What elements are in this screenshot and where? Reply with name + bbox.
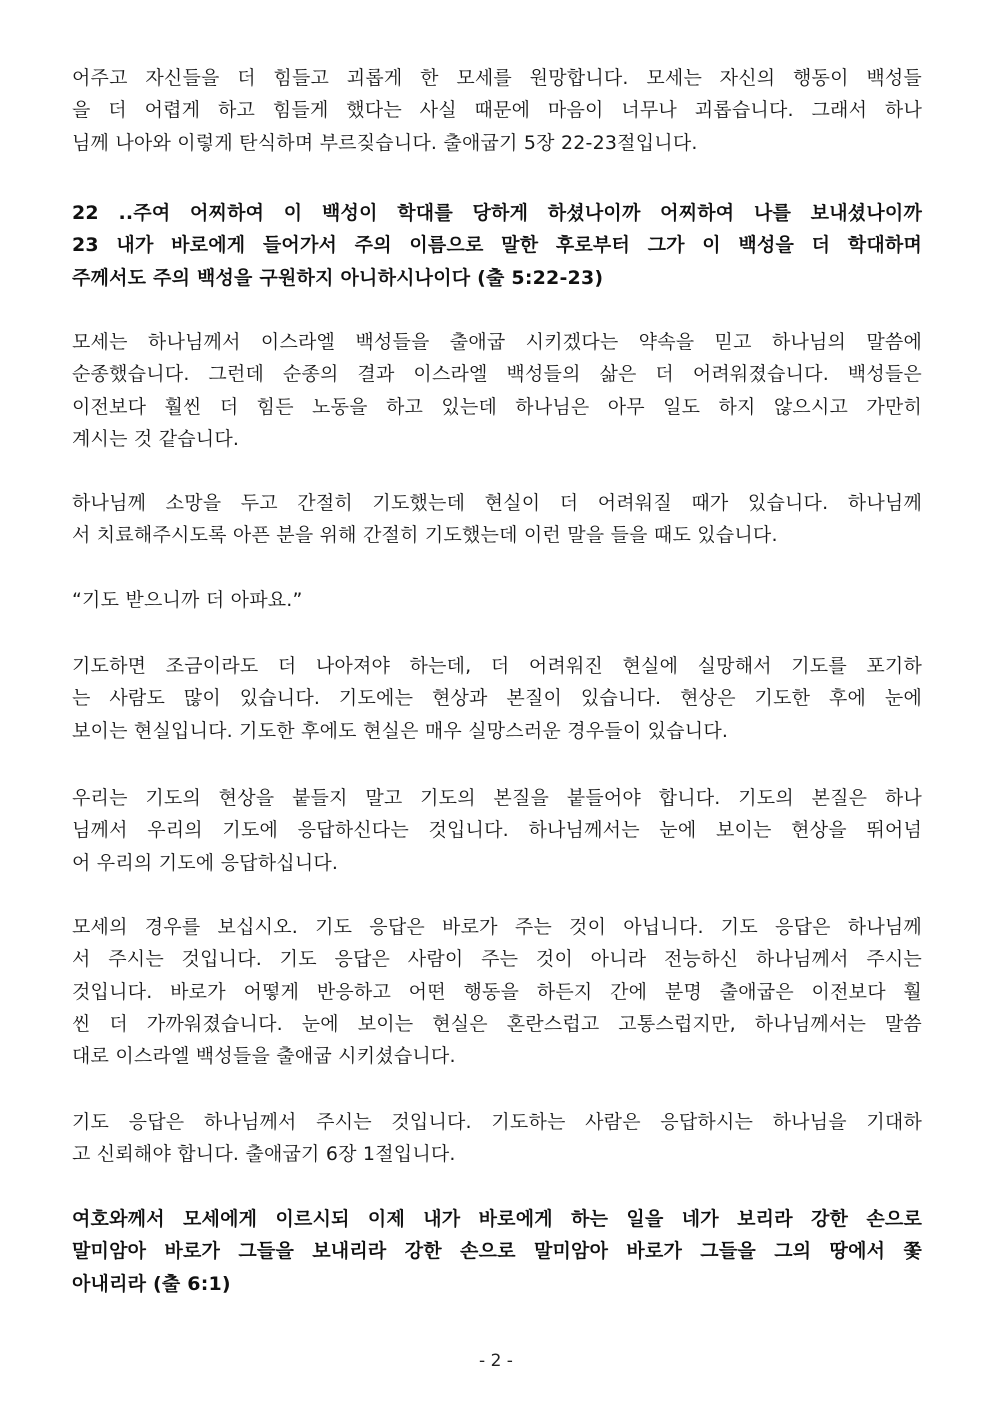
- text-line: 을 더 어렵게 하고 힘들게 했다는 사실 때문에 마음이 너무나 괴롭습니다. 그래서 하나: [72, 99, 922, 122]
- text-line: 우리는 기도의 현상을 붙들지 말고 기도의 본질을 붙들어야 합니다. 기도의 본질은 하나: [72, 787, 922, 809]
- text-line: 서 주시는 것입니다. 기도 응답은 사람이 주는 것이 아니라 전능하신 하나님께서 주시는: [72, 948, 922, 971]
- scripture-quote-exodus-6: [72, 1203, 922, 1300]
- scripture-line: 말미암아 바로가 그들을 보내리라 강한 손으로 말미암아 바로가 그들을 그의 땅에서 쫓: [72, 1240, 922, 1263]
- text-line: 기도하면 조금이라도 더 나아져야 하는데, 더 어려워진 현실에 실망해서 기도를 포기하: [72, 655, 922, 677]
- text-line: 모세는 하나님께서 이스라엘 백성들을 출애굽 시키겠다는 약속을 믿고 하나님의 말씀에: [72, 331, 922, 353]
- page-number: - 2 -: [479, 1351, 513, 1371]
- text-line: 계시는 것 같습니다.: [72, 427, 240, 450]
- text-line: 고 신뢰해야 합니다. 출애굽기 6장 1절입니다.: [72, 1143, 456, 1166]
- paragraph-phenomenon-essence: [72, 650, 922, 747]
- paragraph-quote-hurts-more: [72, 584, 922, 616]
- scripture-line: 23 내가 바로에게 들어가서 주의 이름으로 말한 후로부터 그가 이 백성을 더 학대하며: [72, 234, 922, 257]
- scripture-line: 주께서도 주의 백성을 구원하지 아니하시나이다 (출 5:22-23): [72, 266, 604, 289]
- text-line: 모세의 경우를 보십시오. 기도 응답은 바로가 주는 것이 아닙니다. 기도 응답은 하나님께: [72, 916, 922, 938]
- paragraph-moses-case: [72, 911, 922, 1072]
- paragraph-obedience-result: [72, 326, 922, 455]
- text-line: 씬 더 가까워졌습니다. 눈에 보이는 현실은 혼란스럽고 고통스럽지만, 하나님께서는 말씀: [72, 1012, 922, 1035]
- text-line: 하나님께 소망을 두고 간절히 기도했는데 현실이 더 어려워질 때가 있습니다. 하나님께: [72, 492, 922, 514]
- text-line: 대로 이스라엘 백성들을 출애굽 시키셨습니다.: [72, 1045, 456, 1068]
- scripture-line: 아내리라 (출 6:1): [72, 1272, 231, 1295]
- text-line: 보이는 현실입니다. 기도한 후에도 현실은 매우 실망스러운 경우들이 있습니다.: [72, 719, 729, 742]
- text-line: 는 사람도 많이 있습니다. 기도에는 현상과 본질이 있습니다. 현상은 기도한 후에 눈에: [72, 687, 922, 710]
- text-line: “기도 받으니까 더 아파요.”: [72, 589, 303, 611]
- scripture-line: 22 ..주여 어찌하여 이 백성이 학대를 당하게 하셨나이까 어찌하여 나를 보내셨나이까: [72, 202, 922, 224]
- text-line: 기도 응답은 하나님께서 주시는 것입니다. 기도하는 사람은 응답하시는 하나님을 기대하: [72, 1111, 922, 1133]
- paragraph-answer-from-god: [72, 1106, 922, 1171]
- text-line: 님께 나아와 이렇게 탄식하며 부르짖습니다. 출애굽기 5장 22-23절입니다.: [72, 131, 698, 154]
- paragraph-prayer-harder: [72, 487, 922, 552]
- scripture-line: 여호와께서 모세에게 이르시되 이제 내가 바로에게 하는 일을 네가 보리라 강한 손으로: [72, 1208, 922, 1230]
- text-line: 어 우리의 기도에 응답하십니다.: [72, 851, 339, 874]
- text-line: 님께서 우리의 기도에 응답하신다는 것입니다. 하나님께서는 눈에 보이는 현상을 뛰어넘: [72, 819, 922, 842]
- text-line: 어주고 자신들을 더 힘들고 괴롭게 한 모세를 원망합니다. 모세는 자신의 행동이 백성들: [72, 67, 922, 89]
- text-line: 서 치료해주시도록 아픈 분을 위해 간절히 기도했는데 이런 말을 들을 때도 있습니다.: [72, 524, 778, 547]
- paragraph-hold-essence: [72, 782, 922, 879]
- text-line: 것입니다. 바로가 어떻게 반응하고 어떤 행동을 하든지 간에 분명 출애굽은 이전보다 훨: [72, 980, 922, 1003]
- paragraph-moses-complaint: [72, 62, 922, 159]
- text-line: 순종했습니다. 그런데 순종의 결과 이스라엘 백성들의 삶은 더 어려워졌습니다. 백성들은: [72, 363, 922, 386]
- text-line: 이전보다 훨씬 더 힘든 노동을 하고 있는데 하나님은 아무 일도 하지 않으시고 가만히: [72, 395, 922, 418]
- scripture-quote-exodus-5: [72, 197, 922, 294]
